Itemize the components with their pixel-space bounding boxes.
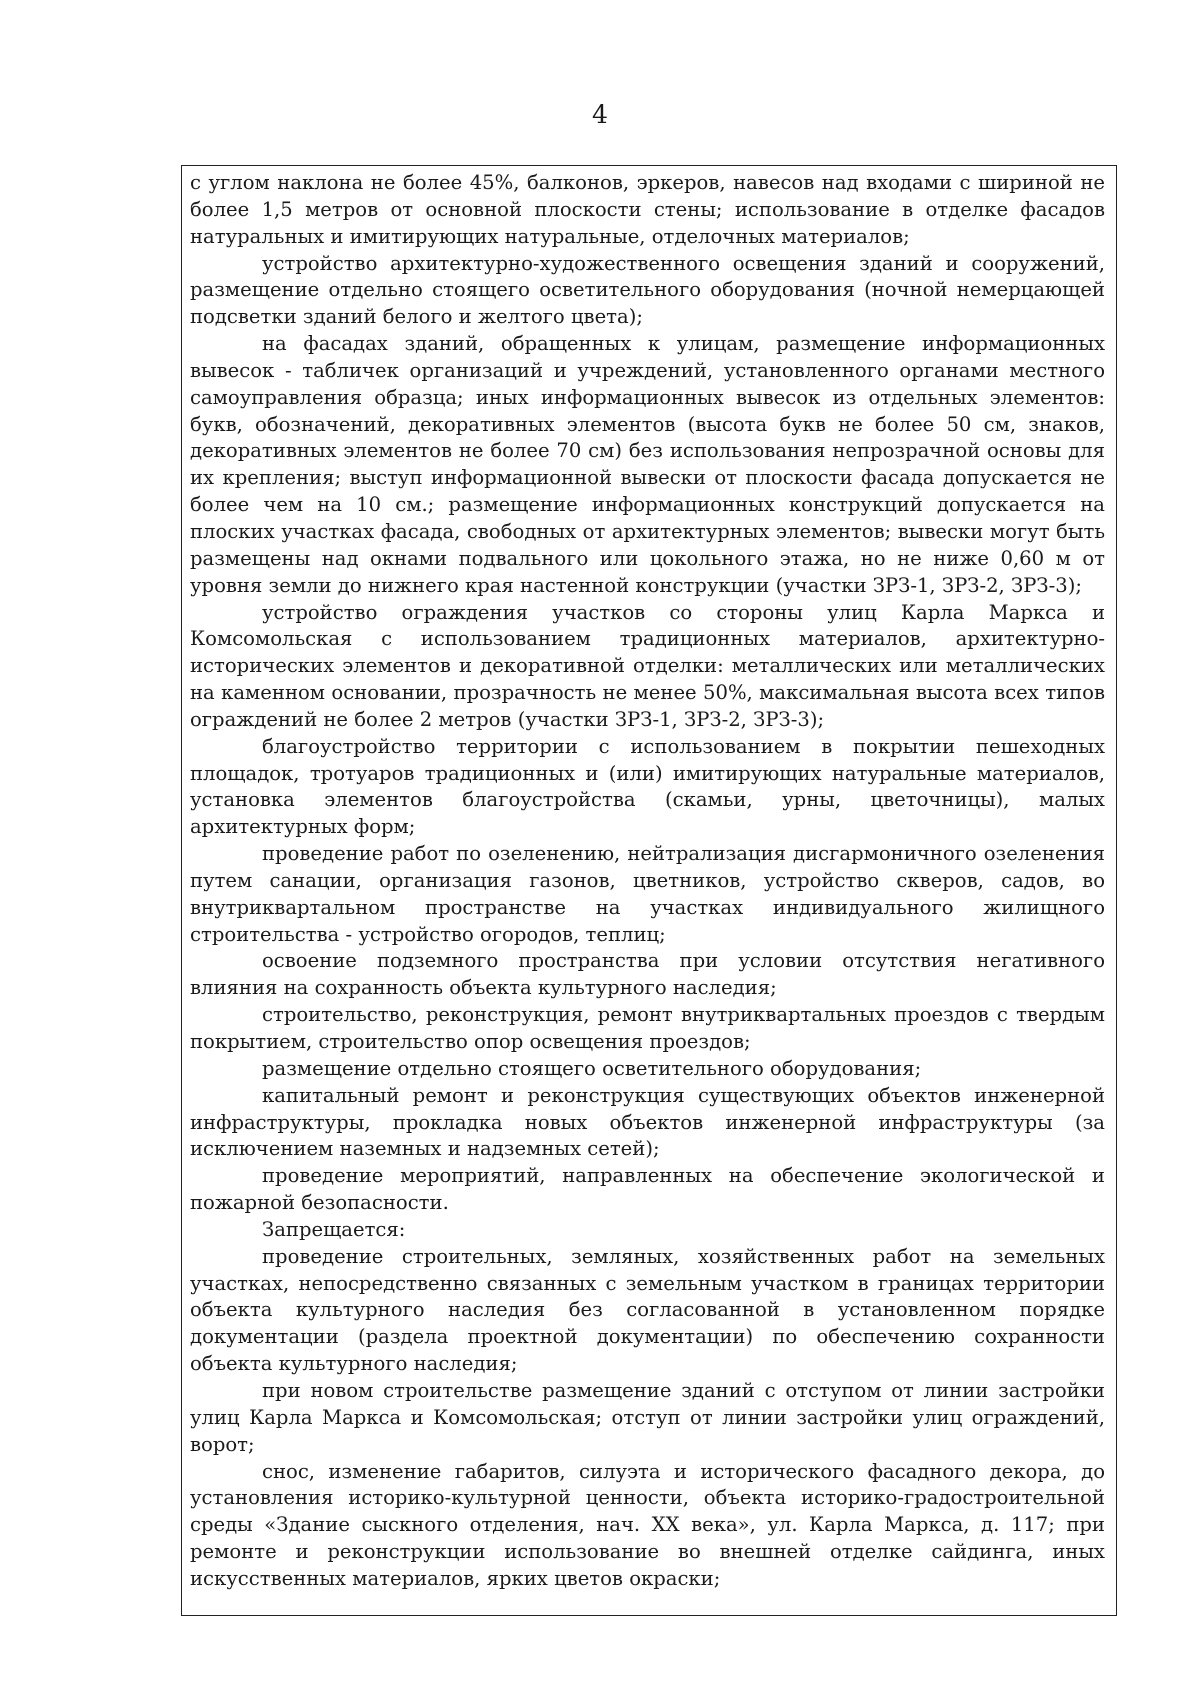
paragraph: проведение строительных, земляных, хозяйственных работ на земельных участках, непосредственно связанных с земельным участком в границах территории объекта культурного наследия без согласованной в установленном порядке документации (раздела проектной документации) по обеспечению сохранности объекта культурного наследия; xyxy=(190,1244,1105,1376)
paragraph: капитальный ремонт и реконструкция существующих объектов инженерной инфраструктуры, прокладка новых объектов инженерной инфраструктуры (за исключением наземных и надземных сетей); xyxy=(190,1083,1105,1161)
paragraph: на фасадах зданий, обращенных к улицам, размещение информационных вывесок - табличек организаций и учреждений, установленного органами местного самоуправления образца; иных информационных вывесок из отдельных элементов: букв, обозначений, декоративных элементов (высота букв не более 50 см, знаков, декоративных элементов не более 70 см) без использования непрозрачной основы для их крепления; выступ информационной вывески от плоскости фасада допускается не более чем на 10 см.; размещение информационных конструкций допускается на плоских участках фасада, свободных от архитектурных элементов; вывески могут быть размещены над окнами подвального или цокольного этажа, но не ниже 0,60 м от уровня земли до нижнего края настенной конструкции (участки ЗРЗ-1, ЗРЗ-2, ЗРЗ-3); xyxy=(190,332,1105,597)
paragraph: снос, изменение габаритов, силуэта и исторического фасадного декора, до установления историко-культурной ценности, объекта историко-градостроительной среды «Здание сыскного отделения, нач. XX века», ул. Карла Маркса, д. 117; при ремонте и реконструкции использование во внешней отделке сайдинга, иных искусственных материалов, ярких цветов окраски; xyxy=(190,1459,1105,1590)
paragraph: строительство, реконструкция, ремонт внутриквартальных проездов с твердым покрытием, строительство опор освещения проездов; xyxy=(190,1003,1105,1053)
paragraph: при новом строительстве размещение зданий с отступом от линии застройки улиц Карла Маркса и Комсомольская; отступ от линии застройки улиц ограждений, ворот; xyxy=(190,1378,1105,1456)
page-number: 4 xyxy=(592,100,608,129)
paragraph: освоение подземного пространства при условии отсутствия негативного влияния на сохранность объекта культурного наследия; xyxy=(190,949,1105,1000)
paragraph: благоустройство территории с использованием в покрытии пешеходных площадок, тротуаров традиционных и (или) имитирующих натуральные материалов, установка элементов благоустройства (скамьи, урны, цветочницы), малых архитектурных форм; xyxy=(190,734,1105,839)
paragraph: проведение работ по озеленению, нейтрализация дисгармоничного озеленения путем санации, организация газонов, цветников, устройство скверов, садов, во внутриквартальном пространстве на участках индивидуального жилищного строительства - устройство огородов, теплиц; xyxy=(190,842,1105,946)
paragraph: проведение мероприятий, направленных на обеспечение экологической и пожарной безопасности. xyxy=(190,1164,1105,1215)
text-frame xyxy=(181,165,1117,1616)
paragraph: устройство ограждения участков со стороны улиц Карла Маркса и Комсомольская с использованием традиционных материалов, архитектурно-исторических элементов и декоративной отделки: металлических или металлических на каменном основании, прозрачность не менее 50%, максимальная высота всех типов ограждений не более 2 метров (участки ЗРЗ-1, ЗРЗ-2, ЗРЗ-3); xyxy=(190,600,1105,731)
paragraph: устройство архитектурно-художественного освещения зданий и сооружений, размещение отдельно стоящего осветительного оборудования (ночной немерцающей подсветки зданий белого и желтого цвета); xyxy=(190,251,1105,329)
section-heading-prohibited: Запрещается: xyxy=(262,1217,406,1241)
paragraph: размещение отдельно стоящего осветительного оборудования; xyxy=(262,1056,922,1080)
paragraph-continued: с углом наклона не более 45%, балконов, эркеров, навесов над входами с шириной не более 1,5 метров от основной плоскости стены; использование в отделке фасадов натуральных и имитирующих натуральные, отделочных материалов; xyxy=(190,171,1105,248)
